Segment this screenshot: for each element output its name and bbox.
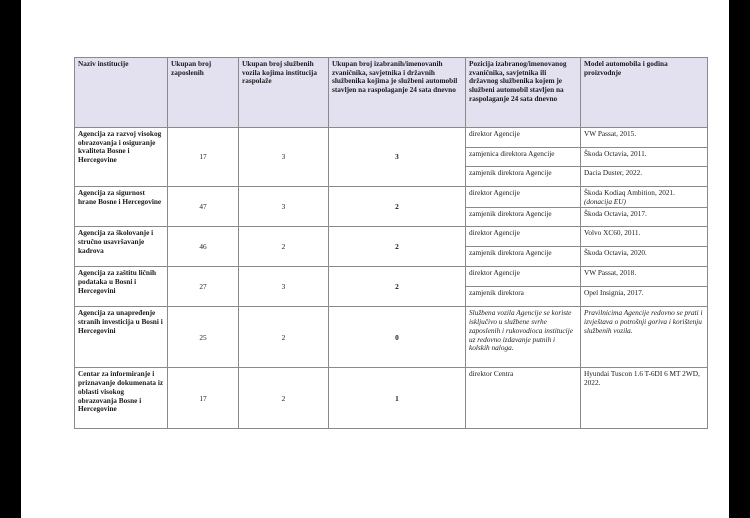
position-cell: direktor Agencije [466, 187, 581, 208]
employees-cell: 46 [168, 227, 239, 267]
position-cell: zamjenica direktora Agencije [466, 148, 581, 167]
model-cell: Škoda Octavia, 2011. [581, 148, 708, 167]
header-officials: Ukupan broj izabranih/imenovanih zvaničnika, savjetnika i državnih službenika kojima je službeni automobil stavljen na raspolaganje 24 sata dnevno [329, 58, 466, 128]
employees-cell: 25 [168, 307, 239, 368]
officials-cell: 2 [329, 267, 466, 307]
header-institution: Naziv institucije [75, 58, 168, 128]
institution-cell: Agencija za školovanje i stručno usavršavanje kadrova [75, 227, 168, 267]
model-cell: Škoda Octavia, 2017. [581, 208, 708, 227]
institution-cell: Agencija za unapređenje stranih investicija u Bosni i Hercegovini [75, 307, 168, 368]
model-cell [581, 187, 708, 208]
position-cell: zamjenik direktora Agencije [466, 167, 581, 187]
officials-cell: 0 [329, 307, 466, 368]
table-row [75, 187, 708, 208]
officials-cell: 1 [329, 368, 466, 429]
position-cell: zamjenik direktora [466, 287, 581, 307]
model-cell: Hyundai Tuscon 1.6 T-6DI 6 MT 2WD, 2022. [581, 368, 708, 429]
institution-cell: Agencija za sigurnost hrane Bosne i Hercegovine [75, 187, 168, 227]
header-model: Model automobila i godina proizvodnje [581, 58, 708, 128]
position-cell: zamjenik direktora Agencije [466, 247, 581, 267]
vehicles-cell: 2 [239, 368, 329, 429]
table-row [75, 368, 708, 429]
model-cell: Škoda Octavia, 2020. [581, 247, 708, 267]
model-cell: VW Passat, 2015. [581, 128, 708, 148]
institution-cell: Centar za informiranje i priznavanje dokumenata iz oblasti visokog obrazovanja Bosne i Hercegovine [75, 368, 168, 429]
table-header-row [75, 58, 708, 128]
model-note: (donacija EU) [584, 196, 626, 206]
vehicles-cell: 3 [239, 128, 329, 187]
position-cell: Službena vozila Agencije se koriste isključivo u službene svrhe zaposlenih i rukovodioca institucije uz redovno izdavanje putnih i kolskih naloga. [466, 307, 581, 368]
vehicles-table [74, 57, 708, 429]
table-row [75, 267, 708, 287]
table-row [75, 307, 708, 368]
officials-cell: 2 [329, 227, 466, 267]
position-cell: direktor Agencije [466, 267, 581, 287]
header-vehicles: Ukupan broj službenih vozila kojima institucija raspolaže [239, 58, 329, 128]
document-page [21, 0, 729, 518]
table-row [75, 128, 708, 148]
vehicles-cell: 3 [239, 187, 329, 227]
header-employees: Ukupan broj zaposlenih [168, 58, 239, 128]
model-cell: Opel Insignia, 2017. [581, 287, 708, 307]
employees-cell: 27 [168, 267, 239, 307]
employees-cell: 17 [168, 368, 239, 429]
position-cell: direktor Agencije [466, 227, 581, 247]
employees-cell: 47 [168, 187, 239, 227]
vehicles-cell: 3 [239, 267, 329, 307]
model-cell: Pravilnicima Agencije redovno se prati i izvještava o potrošnji goriva i korištenju službenih vozila. [581, 307, 708, 368]
position-cell: direktor Agencije [466, 128, 581, 148]
header-position: Pozicija izabranog/imenovanog zvaničnika, savjetnika ili državnog službenika kojem je službeni automobil stavljen na raspolaganje 24 sata dnevno [466, 58, 581, 128]
model-cell: Volvo XC60, 2011. [581, 227, 708, 247]
officials-cell: 3 [329, 128, 466, 187]
vehicles-cell: 2 [239, 307, 329, 368]
model-cell: VW Passat, 2018. [581, 267, 708, 287]
table-row [75, 227, 708, 247]
model-text: Škoda Kodiaq Ambition, 2021. [584, 188, 676, 197]
vehicles-cell: 2 [239, 227, 329, 267]
institution-cell: Agencija za zaštitu ličnih podataka u Bosni i Hercegovini [75, 267, 168, 307]
position-cell: direktor Centra [466, 368, 581, 429]
officials-cell: 2 [329, 187, 466, 227]
employees-cell: 17 [168, 128, 239, 187]
position-cell: zamjenik direktora Agencije [466, 208, 581, 227]
institution-cell: Agencija za razvoj visokog obrazovanja i osiguranje kvaliteta Bosne i Hercegovine [75, 128, 168, 187]
model-cell: Dacia Duster, 2022. [581, 167, 708, 187]
